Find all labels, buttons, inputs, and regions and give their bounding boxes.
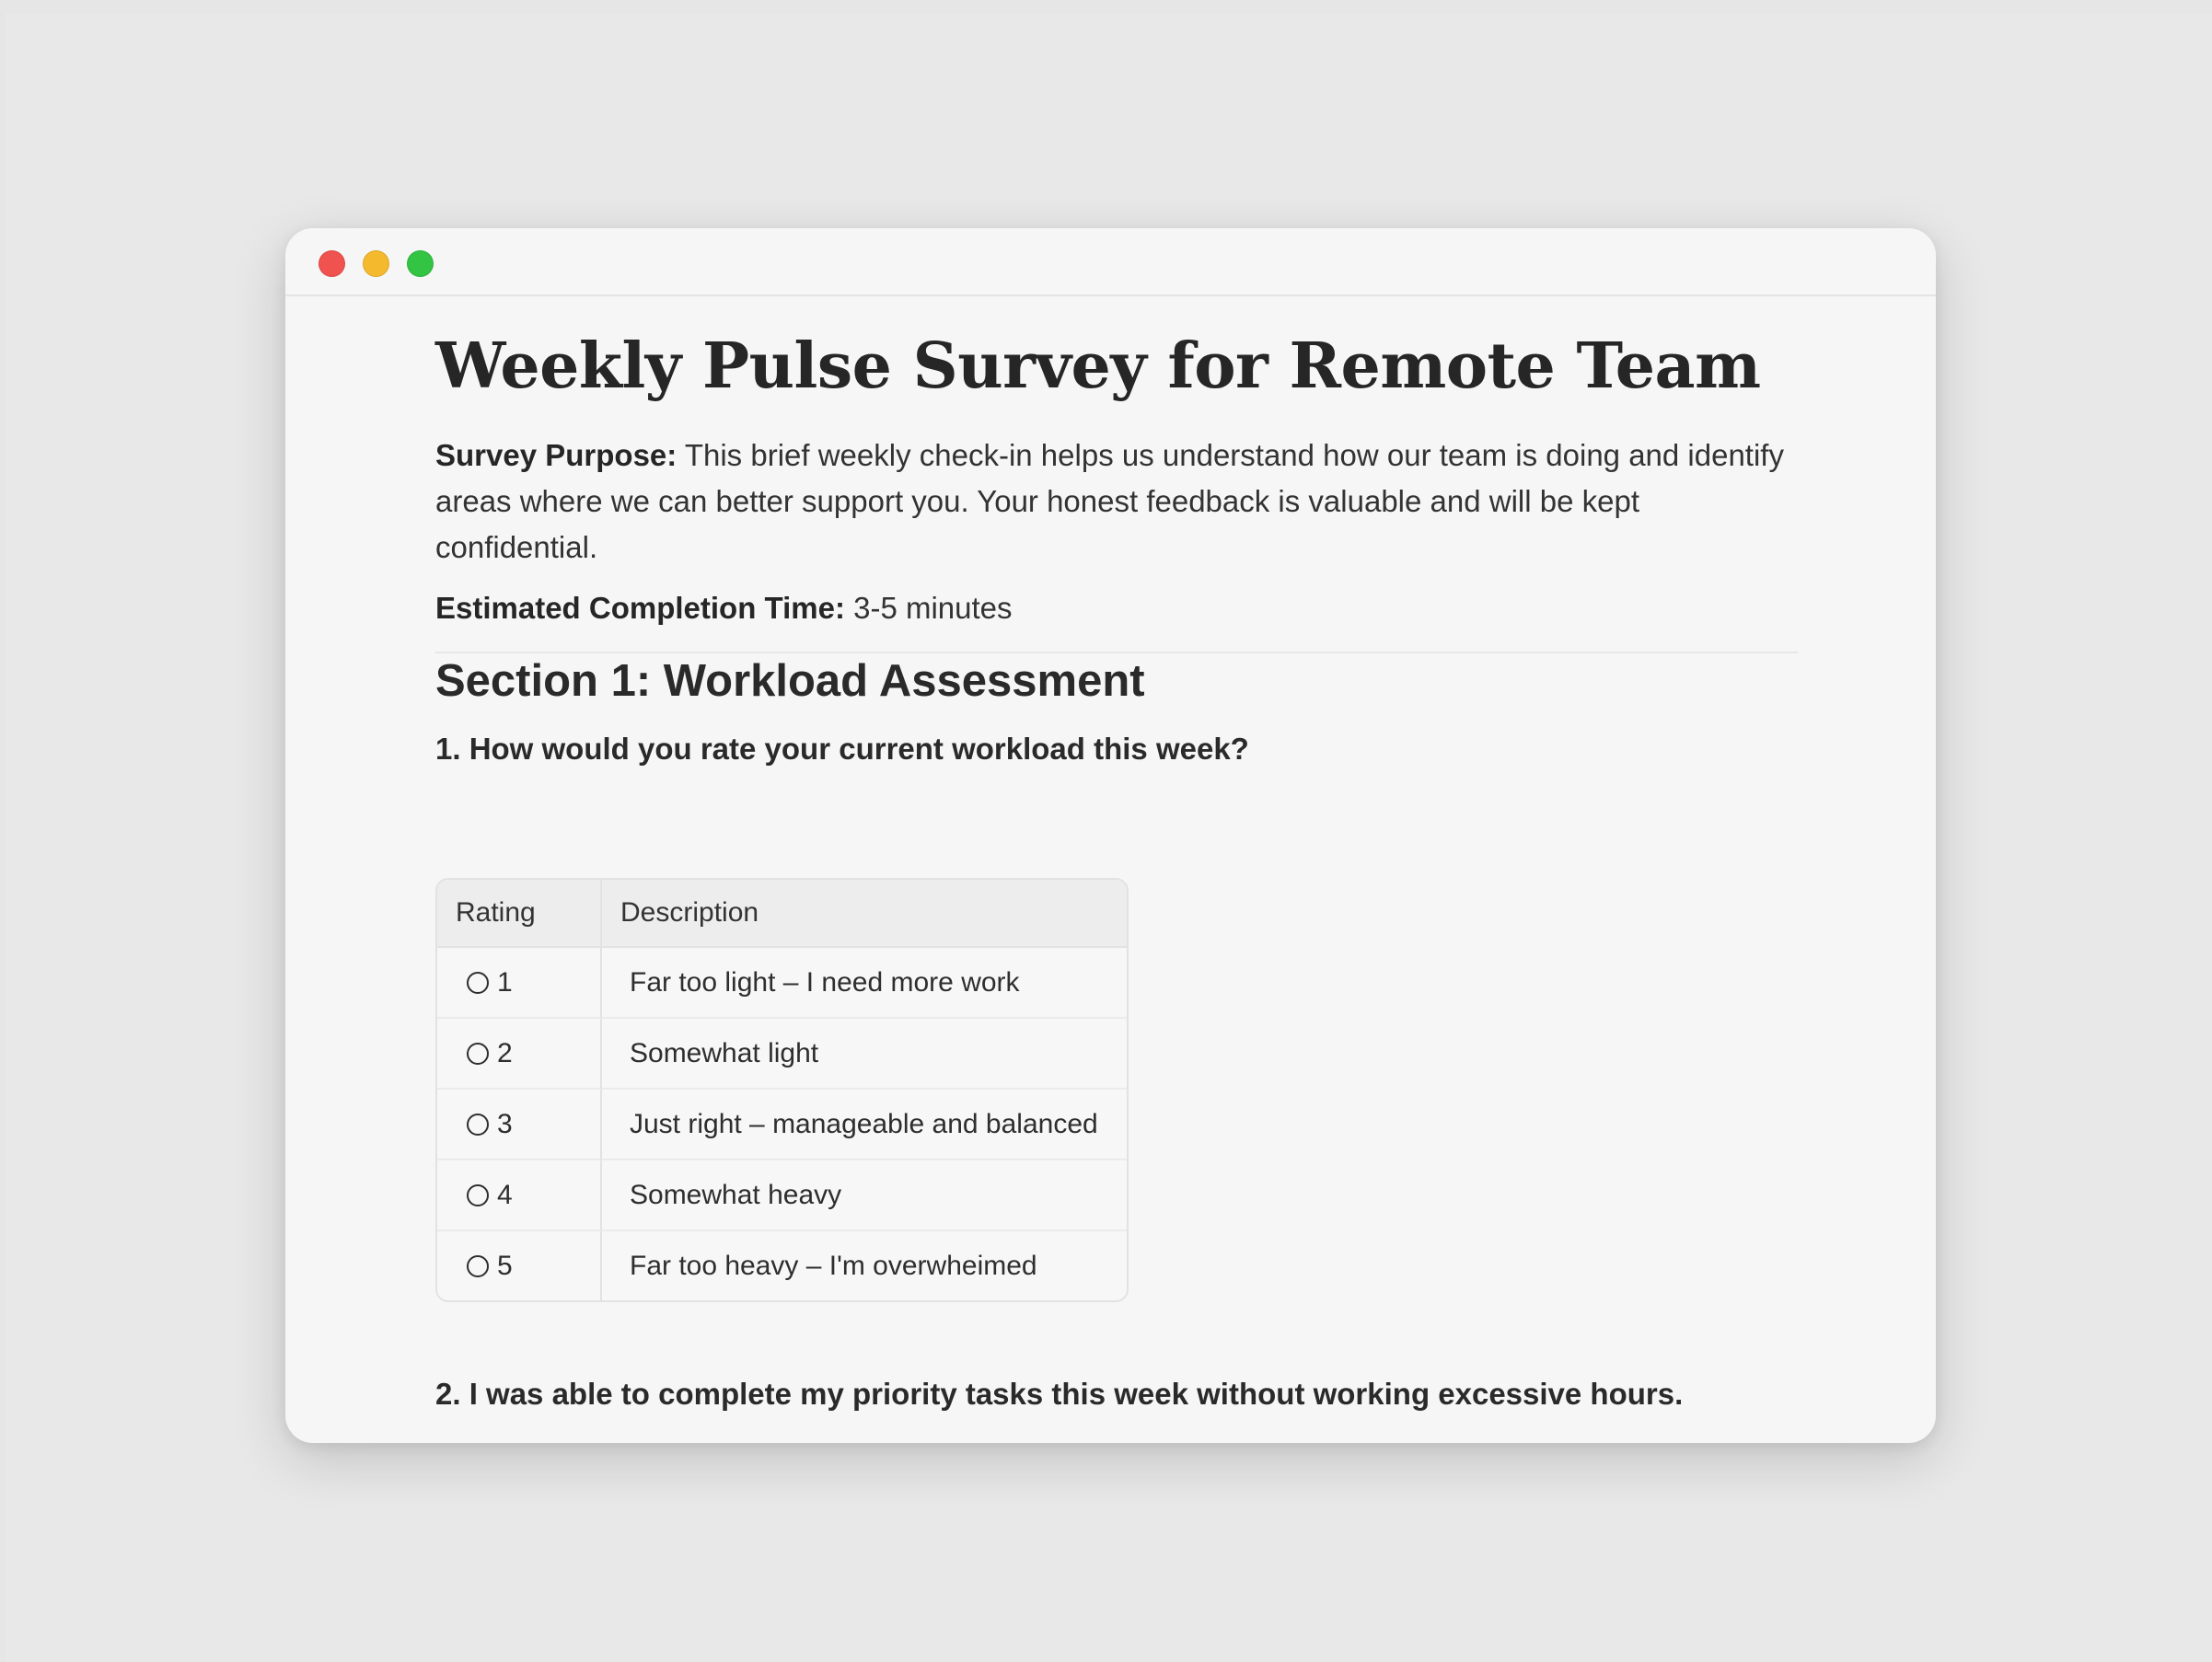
close-window-button[interactable] [318,250,345,277]
survey-purpose-label: Survey Purpose: [435,438,677,472]
table-header-rating: Rating [437,880,602,948]
table-row[interactable] [437,948,1127,1019]
table-row[interactable] [437,1090,1127,1160]
radio-button-icon[interactable] [467,972,489,994]
page-title: Weekly Pulse Survey for Remote Team [435,329,1761,403]
rating-value: 3 [497,1108,513,1139]
table-row[interactable] [437,1231,1127,1300]
rating-value: 4 [497,1179,513,1210]
completion-time-label: Estimated Completion Time: [435,591,845,625]
rating-description: Somewhat heavy [602,1160,1127,1231]
rating-value: 2 [497,1037,513,1068]
maximize-window-button[interactable] [407,250,434,277]
rating-value: 1 [497,966,513,998]
rating-option-2[interactable] [437,1019,602,1090]
table-header-row [437,880,1127,948]
table-header-description: Description [602,880,1127,948]
survey-purpose [435,433,1807,571]
rating-option-3[interactable] [437,1090,602,1160]
survey-purpose-text: This brief weekly check-in helps us understand how our team is doing and identify areas where we can better support you. Your honest feedback is valuable and will be kept confidential. [435,438,1784,564]
rating-description: Far too heavy – I'm overwheimed [602,1231,1127,1300]
app-window [285,228,1936,1443]
radio-button-icon[interactable] [467,1043,489,1065]
completion-time-value: 3-5 minutes [844,591,1013,625]
radio-button-icon[interactable] [467,1255,489,1277]
rating-value: 5 [497,1250,513,1281]
table-row[interactable] [437,1019,1127,1090]
completion-time [435,585,1013,631]
rating-option-4[interactable] [437,1160,602,1231]
question-1: 1. How would you rate your current workload this week? [435,732,1249,766]
minimize-window-button[interactable] [363,250,389,277]
workload-rating-table [435,878,1129,1302]
table-row[interactable] [437,1160,1127,1231]
rating-description: Somewhat light [602,1019,1127,1090]
window-titlebar [285,228,1936,296]
section-heading: Section 1: Workload Assessment [435,656,1145,706]
rating-description: Just right – manageable and balanced [602,1090,1127,1160]
radio-button-icon[interactable] [467,1114,489,1136]
section-divider [435,652,1798,653]
rating-description: Far too light – I need more work [602,948,1127,1019]
question-2: 2. I was able to complete my priority tasks this week without working excessive hours. [435,1377,1684,1411]
rating-option-1[interactable] [437,948,602,1019]
rating-option-5[interactable] [437,1231,602,1300]
radio-button-icon[interactable] [467,1184,489,1206]
